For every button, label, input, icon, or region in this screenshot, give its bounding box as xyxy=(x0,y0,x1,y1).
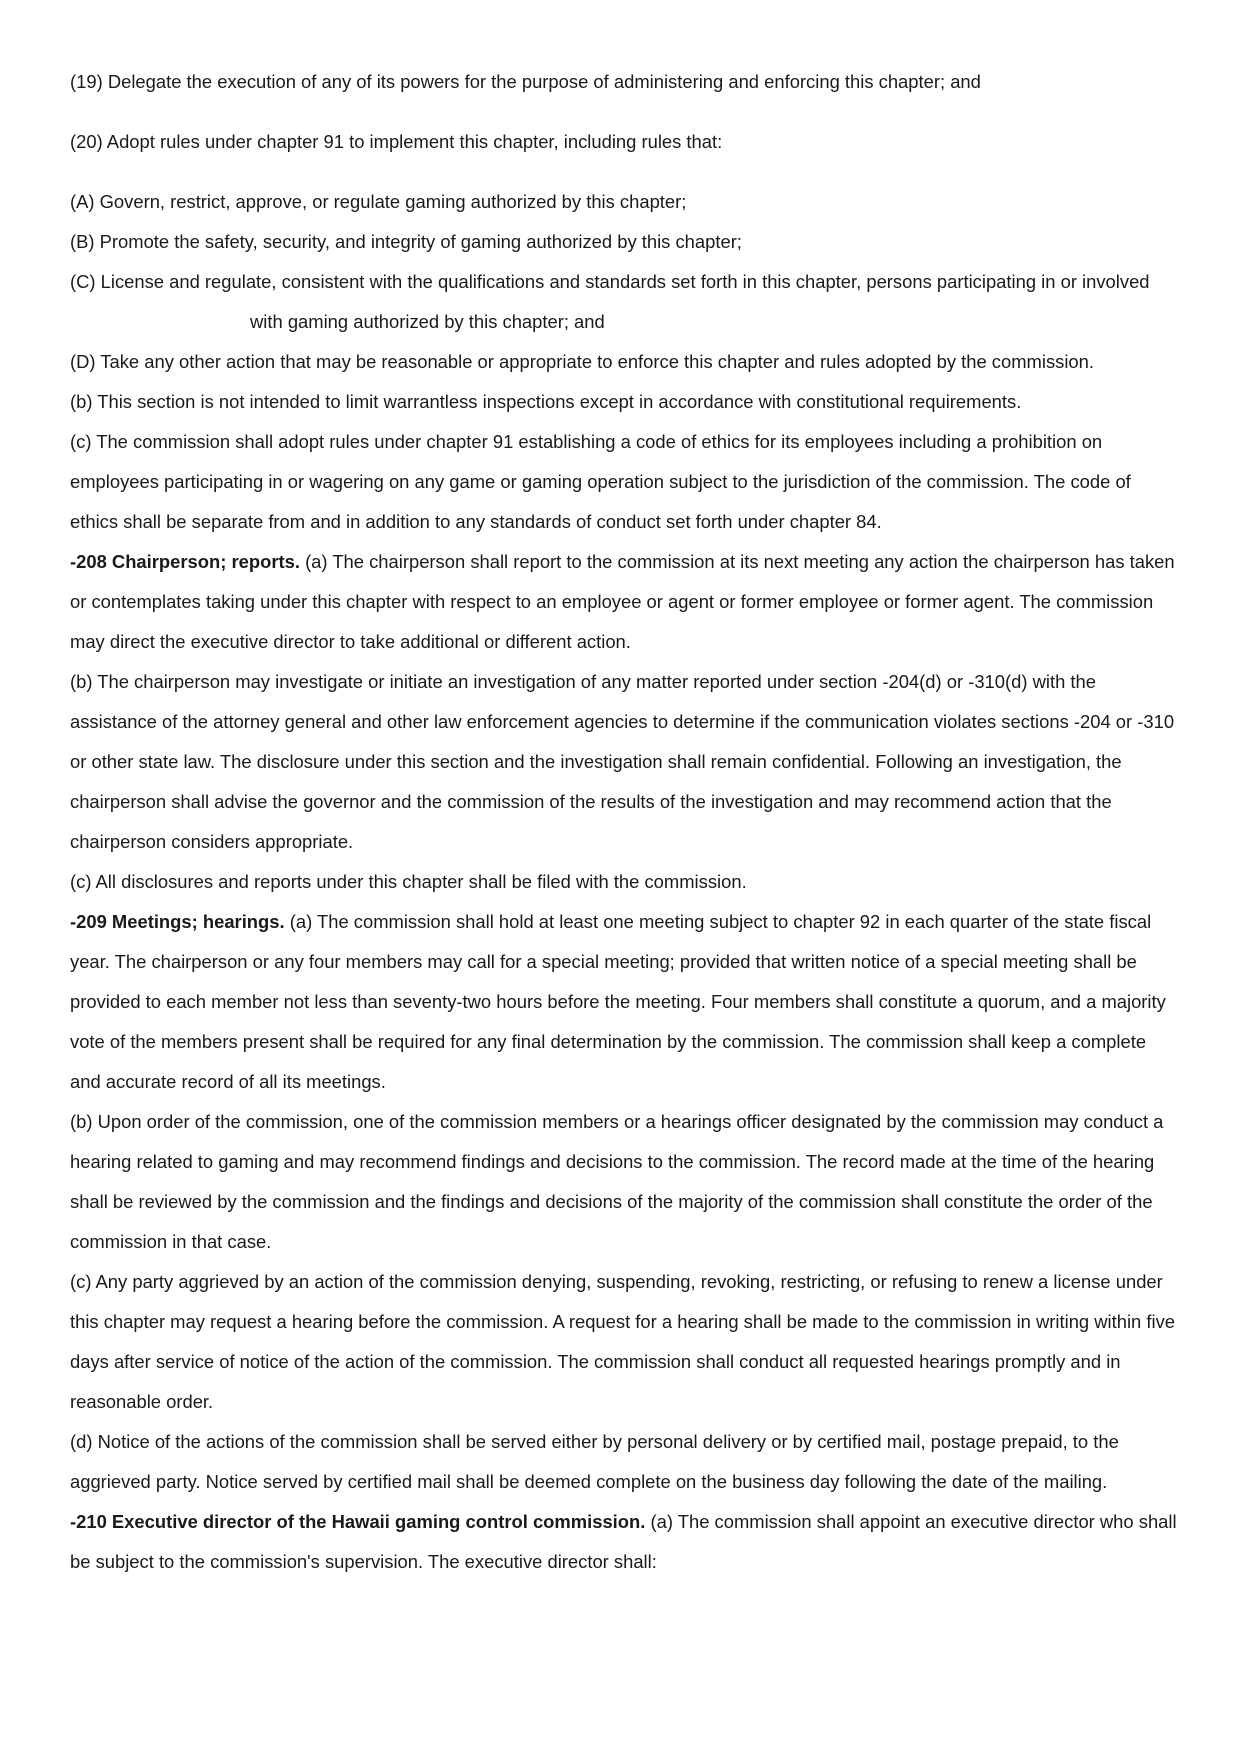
subitem-d-text: (D) Take any other action that may be reasonable or appropriate to enforce this chapter and rules adopted by the commission. xyxy=(70,351,1094,372)
section-207-c: (c) The commission shall adopt rules under chapter 91 establishing a code of ethics for its employees including a prohibition on employees participating in or wagering on any game or gaming operation subject to the jurisdiction of the commission. The code of ethics shall be separate from and in addition to any standards of conduct set forth under chapter 84. xyxy=(70,431,1131,532)
section-209-b: (b) Upon order of the commission, one of the commission members or a hearings officer designated by the commission may conduct a hearing related to gaming and may recommend findings and decisions to the commission. The record made at the time of the hearing shall be reviewed by the commission and the findings and decisions of the majority of the commission shall constitute the order of the commission in that case. xyxy=(70,1111,1164,1252)
section-209-c: (c) Any party aggrieved by an action of the commission denying, suspending, revoking, restricting, or refusing to renew a license under this chapter may request a hearing before the commission. A request for a hearing shall be made to the commission in writing within five days after service of notice of the action of the commission. The commission shall conduct all requested hearings promptly and in reasonable order. xyxy=(70,1271,1176,1412)
section-208-a-text: (a) The chairperson shall report to the commission at its next meeting any action the chairperson has taken or contemplates taking under this chapter with respect to an employee or agent or former employee or former agent. The commission may direct the executive director to take additional or different action. xyxy=(70,551,1175,652)
section-208-a xyxy=(70,542,1180,662)
subitem-d xyxy=(70,342,1180,382)
section-207-b: (b) This section is not intended to limit warrantless inspections except in accordance with constitutional requirements. xyxy=(70,391,1022,412)
section-208-c: (c) All disclosures and reports under this chapter shall be filed with the commission. xyxy=(70,871,747,892)
section-209-a-text: (a) The commission shall hold at least one meeting subject to chapter 92 in each quarter of the state fiscal year. The chairperson or any four members may call for a special meeting; provided that written notice of a special meeting shall be provided to each member not less than seventy-two hours before the meeting. Four members shall constitute a quorum, and a majority vote of the members present shall be required for any final determination by the commission. The commission shall keep a complete and accurate record of all its meetings. xyxy=(70,911,1166,1092)
subitem-c xyxy=(70,262,1180,342)
section-210-a xyxy=(70,1502,1180,1582)
section-208-b: (b) The chairperson may investigate or initiate an investigation of any matter reported under section -204(d) or -310(d) with the assistance of the attorney general and other law enforcement agencies to determine if the communication violates sections -204 or -310 or other state law. The disclosure under this section and the investigation shall remain confidential. Following an investigation, the chairperson shall advise the governor and the commission of the results of the investigation and may recommend action that the chairperson considers appropriate. xyxy=(70,671,1175,852)
document-page xyxy=(70,62,1180,1582)
section-209-heading: -209 Meetings; hearings. xyxy=(70,911,285,932)
subitem-a: (A) Govern, restrict, approve, or regulate gaming authorized by this chapter; xyxy=(70,191,687,212)
subitem-b: (B) Promote the safety, security, and integrity of gaming authorized by this chapter; xyxy=(70,231,742,252)
section-210-a-text: (a) The commission shall appoint an executive director who shall be subject to the commission's supervision. The executive director shall: xyxy=(70,1511,1177,1572)
item-20: (20) Adopt rules under chapter 91 to implement this chapter, including rules that: xyxy=(70,131,723,152)
subitem-c-text: (C) License and regulate, consistent with the qualifications and standards set forth in this chapter, persons participating in or involved with gaming authorized by this chapter; and xyxy=(70,271,1150,332)
section-209-d: (d) Notice of the actions of the commission shall be served either by personal delivery or by certified mail, postage prepaid, to the aggrieved party. Notice served by certified mail shall be deemed complete on the business day following the date of the mailing. xyxy=(70,1431,1119,1492)
item-19: (19) Delegate the execution of any of its powers for the purpose of administering and enforcing this chapter; and xyxy=(70,71,981,92)
section-209-a xyxy=(70,902,1180,1102)
section-210-heading: -210 Executive director of the Hawaii gaming control commission. xyxy=(70,1511,646,1532)
section-208-heading: -208 Chairperson; reports. xyxy=(70,551,300,572)
